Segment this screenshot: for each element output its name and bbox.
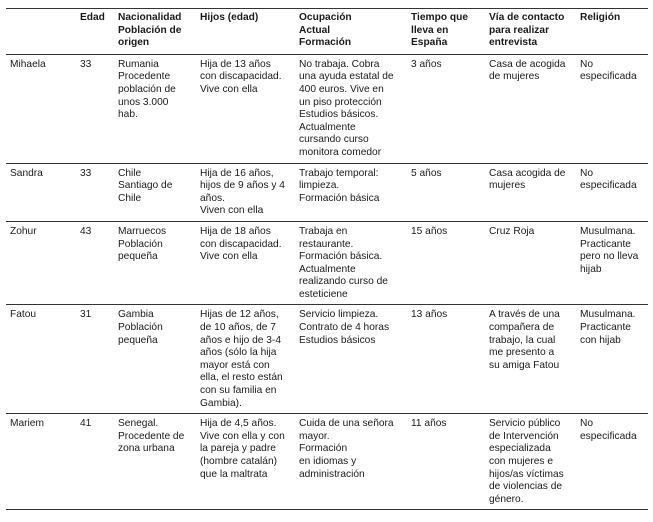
cell-line: hijos de 9 años y 4 bbox=[200, 180, 285, 192]
cell-line: con discapacidad. bbox=[200, 71, 282, 83]
cell-line: de violencias de bbox=[489, 481, 563, 493]
cell-line: Vive con ella bbox=[200, 83, 258, 95]
cell-age bbox=[72, 163, 118, 221]
cell-line: Vía de contacto bbox=[489, 12, 565, 23]
cell-line: un piso protección bbox=[299, 96, 382, 108]
cell-nationality bbox=[118, 414, 200, 510]
cell-line: trabajo, la cual bbox=[489, 334, 556, 346]
cell-line: Contrato de 4 horas bbox=[299, 322, 390, 334]
cell-line: 11 años bbox=[411, 418, 447, 430]
cell-line: Formación básica bbox=[299, 192, 380, 204]
cell-line: años (sólo la hija bbox=[200, 347, 277, 359]
cell-contact bbox=[489, 305, 580, 414]
cell-contact bbox=[489, 221, 580, 305]
cell-line: Senegal. bbox=[118, 418, 159, 430]
cell-line: Actual bbox=[299, 24, 331, 36]
header-contact bbox=[489, 9, 580, 55]
cell-line: Población bbox=[118, 238, 163, 250]
cell-line: con su familia en bbox=[200, 385, 277, 397]
cell-line: restaurante. bbox=[299, 238, 354, 250]
cell-line: especificada bbox=[580, 430, 637, 442]
cell-line: Mariem bbox=[10, 418, 44, 430]
cell-line: 15 años bbox=[411, 225, 448, 237]
cell-name bbox=[6, 221, 72, 305]
cell-line: unos 3.000 bbox=[118, 96, 169, 108]
table-row bbox=[6, 163, 648, 221]
cell-line: de 10 años, de 7 bbox=[200, 322, 276, 334]
cell-line: Hija de 13 años bbox=[200, 58, 271, 70]
cell-line: Casa acogida de bbox=[489, 167, 566, 179]
cell-line: con hijab bbox=[580, 334, 621, 346]
cell-line: Fatou bbox=[10, 309, 37, 321]
cell-time-in-spain bbox=[411, 305, 489, 414]
cell-line: Estudios básicos bbox=[299, 334, 376, 346]
cell-line: Musulmana. bbox=[580, 309, 636, 321]
cell-line: mujeres bbox=[489, 180, 526, 192]
cell-time-in-spain bbox=[411, 54, 489, 163]
cell-occupation bbox=[299, 54, 411, 163]
cell-line: Religión bbox=[580, 12, 621, 23]
cell-line: Tiempo que bbox=[411, 12, 468, 23]
cell-religion bbox=[580, 414, 648, 510]
cell-line: pero no lleva bbox=[580, 251, 639, 263]
cell-line: Viven con ella bbox=[200, 205, 264, 217]
cell-line: 13 años bbox=[411, 309, 448, 321]
cell-line: Servicio público bbox=[489, 418, 561, 430]
cell-line: Hijos (edad) bbox=[200, 12, 259, 23]
cell-line: Población de bbox=[118, 24, 182, 36]
cell-line: A través de una bbox=[489, 309, 560, 321]
cell-line: Ocupación bbox=[299, 12, 352, 23]
cell-line: hab. bbox=[118, 109, 138, 121]
cell-line: 41 bbox=[80, 418, 92, 430]
cell-line: Musulmana. bbox=[580, 225, 636, 237]
cell-line: Casa de acogida bbox=[489, 58, 566, 70]
cell-religion bbox=[580, 305, 648, 414]
cell-line: No bbox=[580, 167, 594, 179]
table-body bbox=[6, 54, 648, 510]
cell-line: limpieza. bbox=[299, 180, 340, 192]
cell-line: Mihaela bbox=[10, 58, 46, 70]
cell-line: origen bbox=[118, 37, 150, 49]
cell-age bbox=[72, 305, 118, 414]
cell-line: 3 años bbox=[411, 58, 442, 70]
cell-nationality bbox=[118, 54, 200, 163]
cell-line: con discapacidad. bbox=[200, 238, 282, 250]
cell-religion bbox=[580, 54, 648, 163]
cell-line: Vive con ella y con bbox=[200, 430, 285, 442]
header-age bbox=[72, 9, 118, 55]
cell-line: Marruecos bbox=[118, 225, 167, 237]
cell-line: Servicio limpieza. bbox=[299, 309, 379, 321]
cell-occupation bbox=[299, 221, 411, 305]
cell-line: de Intervención bbox=[489, 430, 559, 442]
cell-line: administración bbox=[299, 468, 365, 480]
cell-line: población de bbox=[118, 83, 176, 95]
header-children bbox=[200, 9, 299, 55]
cell-line: pequeña bbox=[118, 334, 158, 346]
cell-time-in-spain bbox=[411, 163, 489, 221]
cell-line: No bbox=[580, 58, 594, 70]
cell-time-in-spain bbox=[411, 414, 489, 510]
cell-name bbox=[6, 305, 72, 414]
cell-line: en idiomas y bbox=[299, 456, 357, 467]
cell-line: Practicante bbox=[580, 322, 631, 334]
cell-line: Formación bbox=[299, 37, 352, 49]
cell-name bbox=[6, 54, 72, 163]
table-row bbox=[6, 221, 648, 305]
cell-nationality bbox=[118, 305, 200, 414]
cell-line: cursando curso bbox=[299, 134, 369, 146]
cell-line: Sandra bbox=[10, 167, 43, 179]
table-header bbox=[6, 9, 648, 55]
cell-religion bbox=[580, 163, 648, 221]
cell-line: ella, el resto están bbox=[200, 372, 283, 384]
cell-line: años. bbox=[200, 192, 225, 204]
cell-line: mayor está con bbox=[200, 359, 270, 371]
cell-time-in-spain bbox=[411, 221, 489, 305]
cell-line: me presento a bbox=[489, 347, 555, 359]
cell-line: Gambia). bbox=[200, 397, 242, 409]
cell-line: No trabaja. Cobra bbox=[299, 58, 380, 70]
interviewees-table bbox=[6, 8, 648, 510]
cell-line: Hija de 18 años bbox=[200, 225, 271, 237]
cell-line: Zohur bbox=[10, 225, 37, 237]
cell-line: pequeña bbox=[118, 251, 158, 263]
cell-age bbox=[72, 414, 118, 510]
cell-line: para realizar bbox=[489, 24, 550, 36]
cell-line: Actualmente bbox=[299, 121, 356, 133]
cell-line: Practicante bbox=[580, 238, 631, 250]
header-time-in-spain bbox=[411, 9, 489, 55]
cell-line: Edad bbox=[80, 12, 105, 23]
interviewees-table-wrapper bbox=[6, 8, 648, 510]
cell-line: 31 bbox=[80, 309, 92, 321]
cell-contact bbox=[489, 163, 580, 221]
table-row bbox=[6, 414, 648, 510]
cell-line: de mujeres bbox=[489, 71, 540, 83]
cell-line: entrevista bbox=[489, 37, 538, 49]
cell-line: 5 años bbox=[411, 167, 442, 179]
cell-line: monitora comedor bbox=[299, 146, 382, 158]
cell-line: la pareja y padre bbox=[200, 443, 276, 455]
cell-line: que la maltrata bbox=[200, 468, 268, 480]
cell-name bbox=[6, 163, 72, 221]
cell-religion bbox=[580, 221, 648, 305]
cell-line: lleva en bbox=[411, 24, 449, 36]
cell-line: 33 bbox=[80, 167, 92, 179]
cell-children bbox=[200, 163, 299, 221]
cell-line: Hijas de 12 años, bbox=[200, 309, 279, 321]
cell-line: 43 bbox=[80, 225, 92, 237]
cell-line: Procedente de bbox=[118, 430, 185, 442]
cell-contact bbox=[489, 414, 580, 510]
cell-line: especializada bbox=[489, 443, 551, 455]
cell-line: hijos/as víctimas bbox=[489, 468, 564, 480]
cell-line: compañera de bbox=[489, 322, 555, 334]
cell-line: zona urbana bbox=[118, 443, 175, 455]
cell-line: una ayuda estatal de bbox=[299, 71, 394, 83]
cell-line: Rumania bbox=[118, 58, 159, 70]
cell-line: Actualmente bbox=[299, 263, 356, 275]
cell-line: Trabaja en bbox=[299, 225, 348, 237]
cell-line: mayor. bbox=[299, 430, 330, 442]
cell-line: 400 euros. Vive en bbox=[299, 83, 384, 95]
cell-line: España bbox=[411, 37, 448, 49]
table-row bbox=[6, 305, 648, 414]
cell-line: Chile bbox=[118, 167, 142, 179]
cell-line: especificada bbox=[580, 180, 637, 192]
cell-line: Cuida de una señora bbox=[299, 418, 394, 430]
cell-line: género. bbox=[489, 493, 524, 505]
cell-occupation bbox=[299, 305, 411, 414]
cell-line: (hombre catalán) bbox=[200, 456, 278, 467]
cell-children bbox=[200, 414, 299, 510]
cell-line: Formación básica. bbox=[299, 251, 383, 263]
cell-nationality bbox=[118, 221, 200, 305]
cell-contact bbox=[489, 54, 580, 163]
header-nationality bbox=[118, 9, 200, 55]
cell-line: hijab bbox=[580, 263, 602, 275]
cell-line: realizando curso de bbox=[299, 276, 388, 288]
cell-line: con mujeres e bbox=[489, 456, 553, 467]
cell-line: Formación bbox=[299, 443, 348, 455]
cell-age bbox=[72, 221, 118, 305]
header-occupation bbox=[299, 9, 411, 55]
cell-nationality bbox=[118, 163, 200, 221]
cell-name bbox=[6, 414, 72, 510]
header-religion bbox=[580, 9, 648, 55]
header-row bbox=[6, 9, 648, 55]
cell-children bbox=[200, 221, 299, 305]
cell-children bbox=[200, 54, 299, 163]
cell-line: especificada bbox=[580, 71, 637, 83]
cell-line: su amiga Fatou bbox=[489, 359, 560, 371]
cell-line: Gambia bbox=[118, 309, 154, 321]
cell-line: Estudios básicos. bbox=[299, 109, 379, 121]
cell-occupation bbox=[299, 163, 411, 221]
cell-line: No bbox=[580, 418, 594, 430]
cell-line: Procedente bbox=[118, 71, 171, 83]
table-row bbox=[6, 54, 648, 163]
cell-line: 33 bbox=[80, 58, 92, 70]
cell-line: esteticiene bbox=[299, 288, 348, 300]
cell-children bbox=[200, 305, 299, 414]
cell-line: Santiago de bbox=[118, 180, 173, 192]
cell-line: Vive con ella bbox=[200, 251, 258, 263]
cell-line: Cruz Roja bbox=[489, 225, 535, 237]
cell-line: Hija de 4,5 años. bbox=[200, 418, 277, 430]
cell-line: Hija de 16 años, bbox=[200, 167, 274, 179]
header-name bbox=[6, 9, 72, 55]
cell-line: Chile bbox=[118, 192, 142, 204]
cell-line: años e hijo de 3-4 bbox=[200, 334, 281, 346]
cell-line: Población bbox=[118, 322, 163, 334]
cell-line: Trabajo temporal: bbox=[299, 167, 379, 179]
cell-occupation bbox=[299, 414, 411, 510]
cell-line: Nacionalidad bbox=[118, 12, 182, 23]
cell-age bbox=[72, 54, 118, 163]
